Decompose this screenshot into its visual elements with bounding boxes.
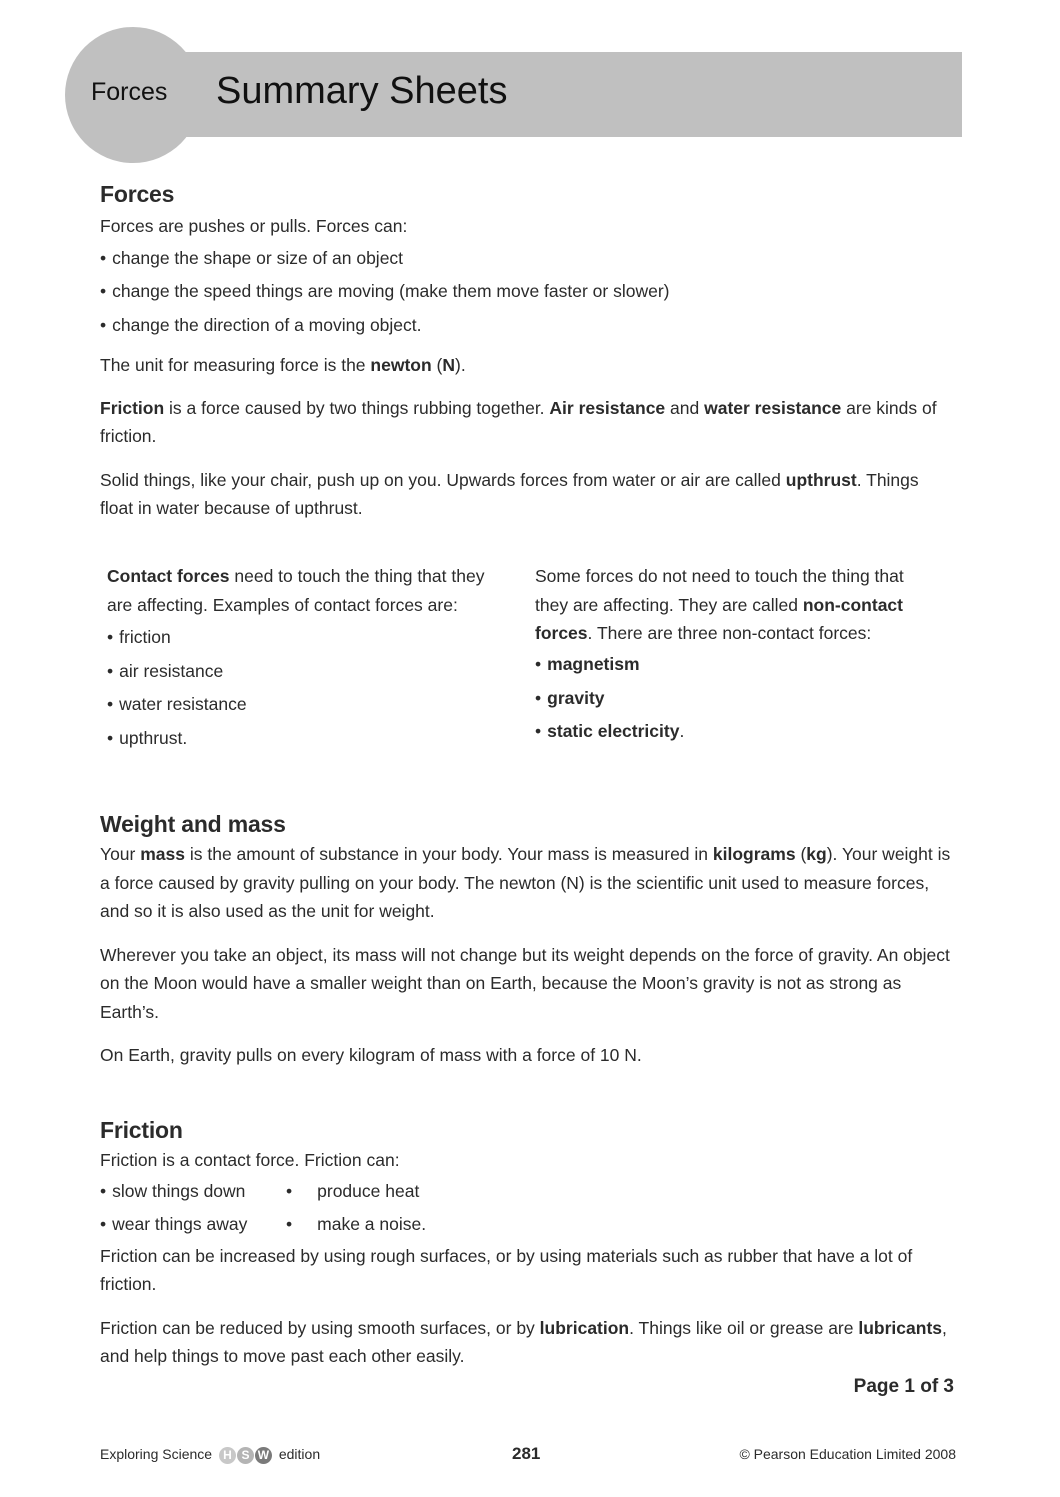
friction-reduce-paragraph: Friction can be reduced by using smooth surfaces, or by lubrication. Things like oil or grease are lubricants, and help things to move past each other easily. [100, 1317, 947, 1366]
non-contact-forces-text: Some forces do not need to touch the thing that they are affecting. They are called non-contact forces. There are three non-contact forces: [535, 566, 904, 644]
section-heading: Weight and mass [100, 811, 286, 837]
footer-series: Exploring Science H S W edition [100, 1446, 321, 1462]
list-item: • produce heat [286, 1175, 419, 1209]
list-row [100, 1208, 956, 1242]
list-item: • change the speed things are moving (make them move faster or slower) [100, 275, 956, 309]
list-item: • wear things away [100, 1208, 286, 1242]
list-item: • static electricity. [535, 715, 930, 749]
list-item: • friction [107, 621, 507, 655]
copyright: © Pearson Education Limited 2008 [739, 1446, 956, 1462]
section-weight-and-mass [100, 811, 956, 1070]
contact-forces-text: Contact forces need to touch the thing that they are affecting. Examples of contact forces are: [107, 566, 485, 615]
list-item: • upthrust. [107, 722, 507, 756]
list-row [100, 1175, 956, 1209]
weight-paragraph: Wherever you take an object, its mass will not change but its weight depends on the force of gravity. An object on the Moon would have a smaller weight than on Earth, because the Moon’s gravity is not as strong as Earth’s. [100, 944, 950, 1022]
section-friction [100, 1117, 956, 1371]
intro-text: Forces are pushes or pulls. Forces can: [100, 216, 408, 236]
upthrust-paragraph: Solid things, like your chair, push up on you. Upwards forces from water or air are called upthrust. Things float in water because of upthrust. [100, 469, 919, 518]
header-subject: Forces [91, 78, 168, 106]
contact-forces-column [107, 562, 507, 755]
section-heading: Friction [100, 1117, 183, 1143]
non-contact-forces-column [535, 562, 930, 749]
gravity-paragraph: On Earth, gravity pulls on every kilogram of mass with a force of 10 N. [100, 1045, 642, 1065]
hsw-logo-icon: H S W [219, 1447, 272, 1464]
mass-paragraph: Your mass is the amount of substance in your body. Your mass is measured in kilograms (kg). Your weight is a force caused by gravity pulling on your body. The newton (N) is the scientific unit used to measure forces, and so it is also used as the unit for weight. [100, 844, 951, 921]
list-item: • make a noise. [286, 1208, 426, 1242]
list-item: • gravity [535, 682, 930, 716]
list-item: • change the direction of a moving object. [100, 309, 956, 343]
intro-text: Friction is a contact force. Friction can: [100, 1150, 400, 1170]
page-indicator: Page 1 of 3 [853, 1376, 954, 1397]
list-item: • magnetism [535, 648, 930, 682]
list-item: • water resistance [107, 688, 507, 722]
friction-increase-paragraph: Friction can be increased by using rough surfaces, or by using materials such as rubber that have a lot of friction. [100, 1245, 913, 1294]
page-number: 281 [512, 1444, 541, 1463]
friction-paragraph: Friction is a force caused by two things rubbing together. Air resistance and water resistance are kinds of friction. [100, 397, 937, 446]
list-item: • change the shape or size of an object [100, 242, 956, 276]
page-title: Summary Sheets [216, 70, 508, 112]
list-item: • slow things down [100, 1175, 286, 1209]
unit-paragraph: The unit for measuring force is the newton (N). [100, 355, 466, 375]
section-heading: Forces [100, 181, 175, 207]
list-item: • air resistance [107, 655, 507, 689]
section-forces [100, 181, 956, 523]
